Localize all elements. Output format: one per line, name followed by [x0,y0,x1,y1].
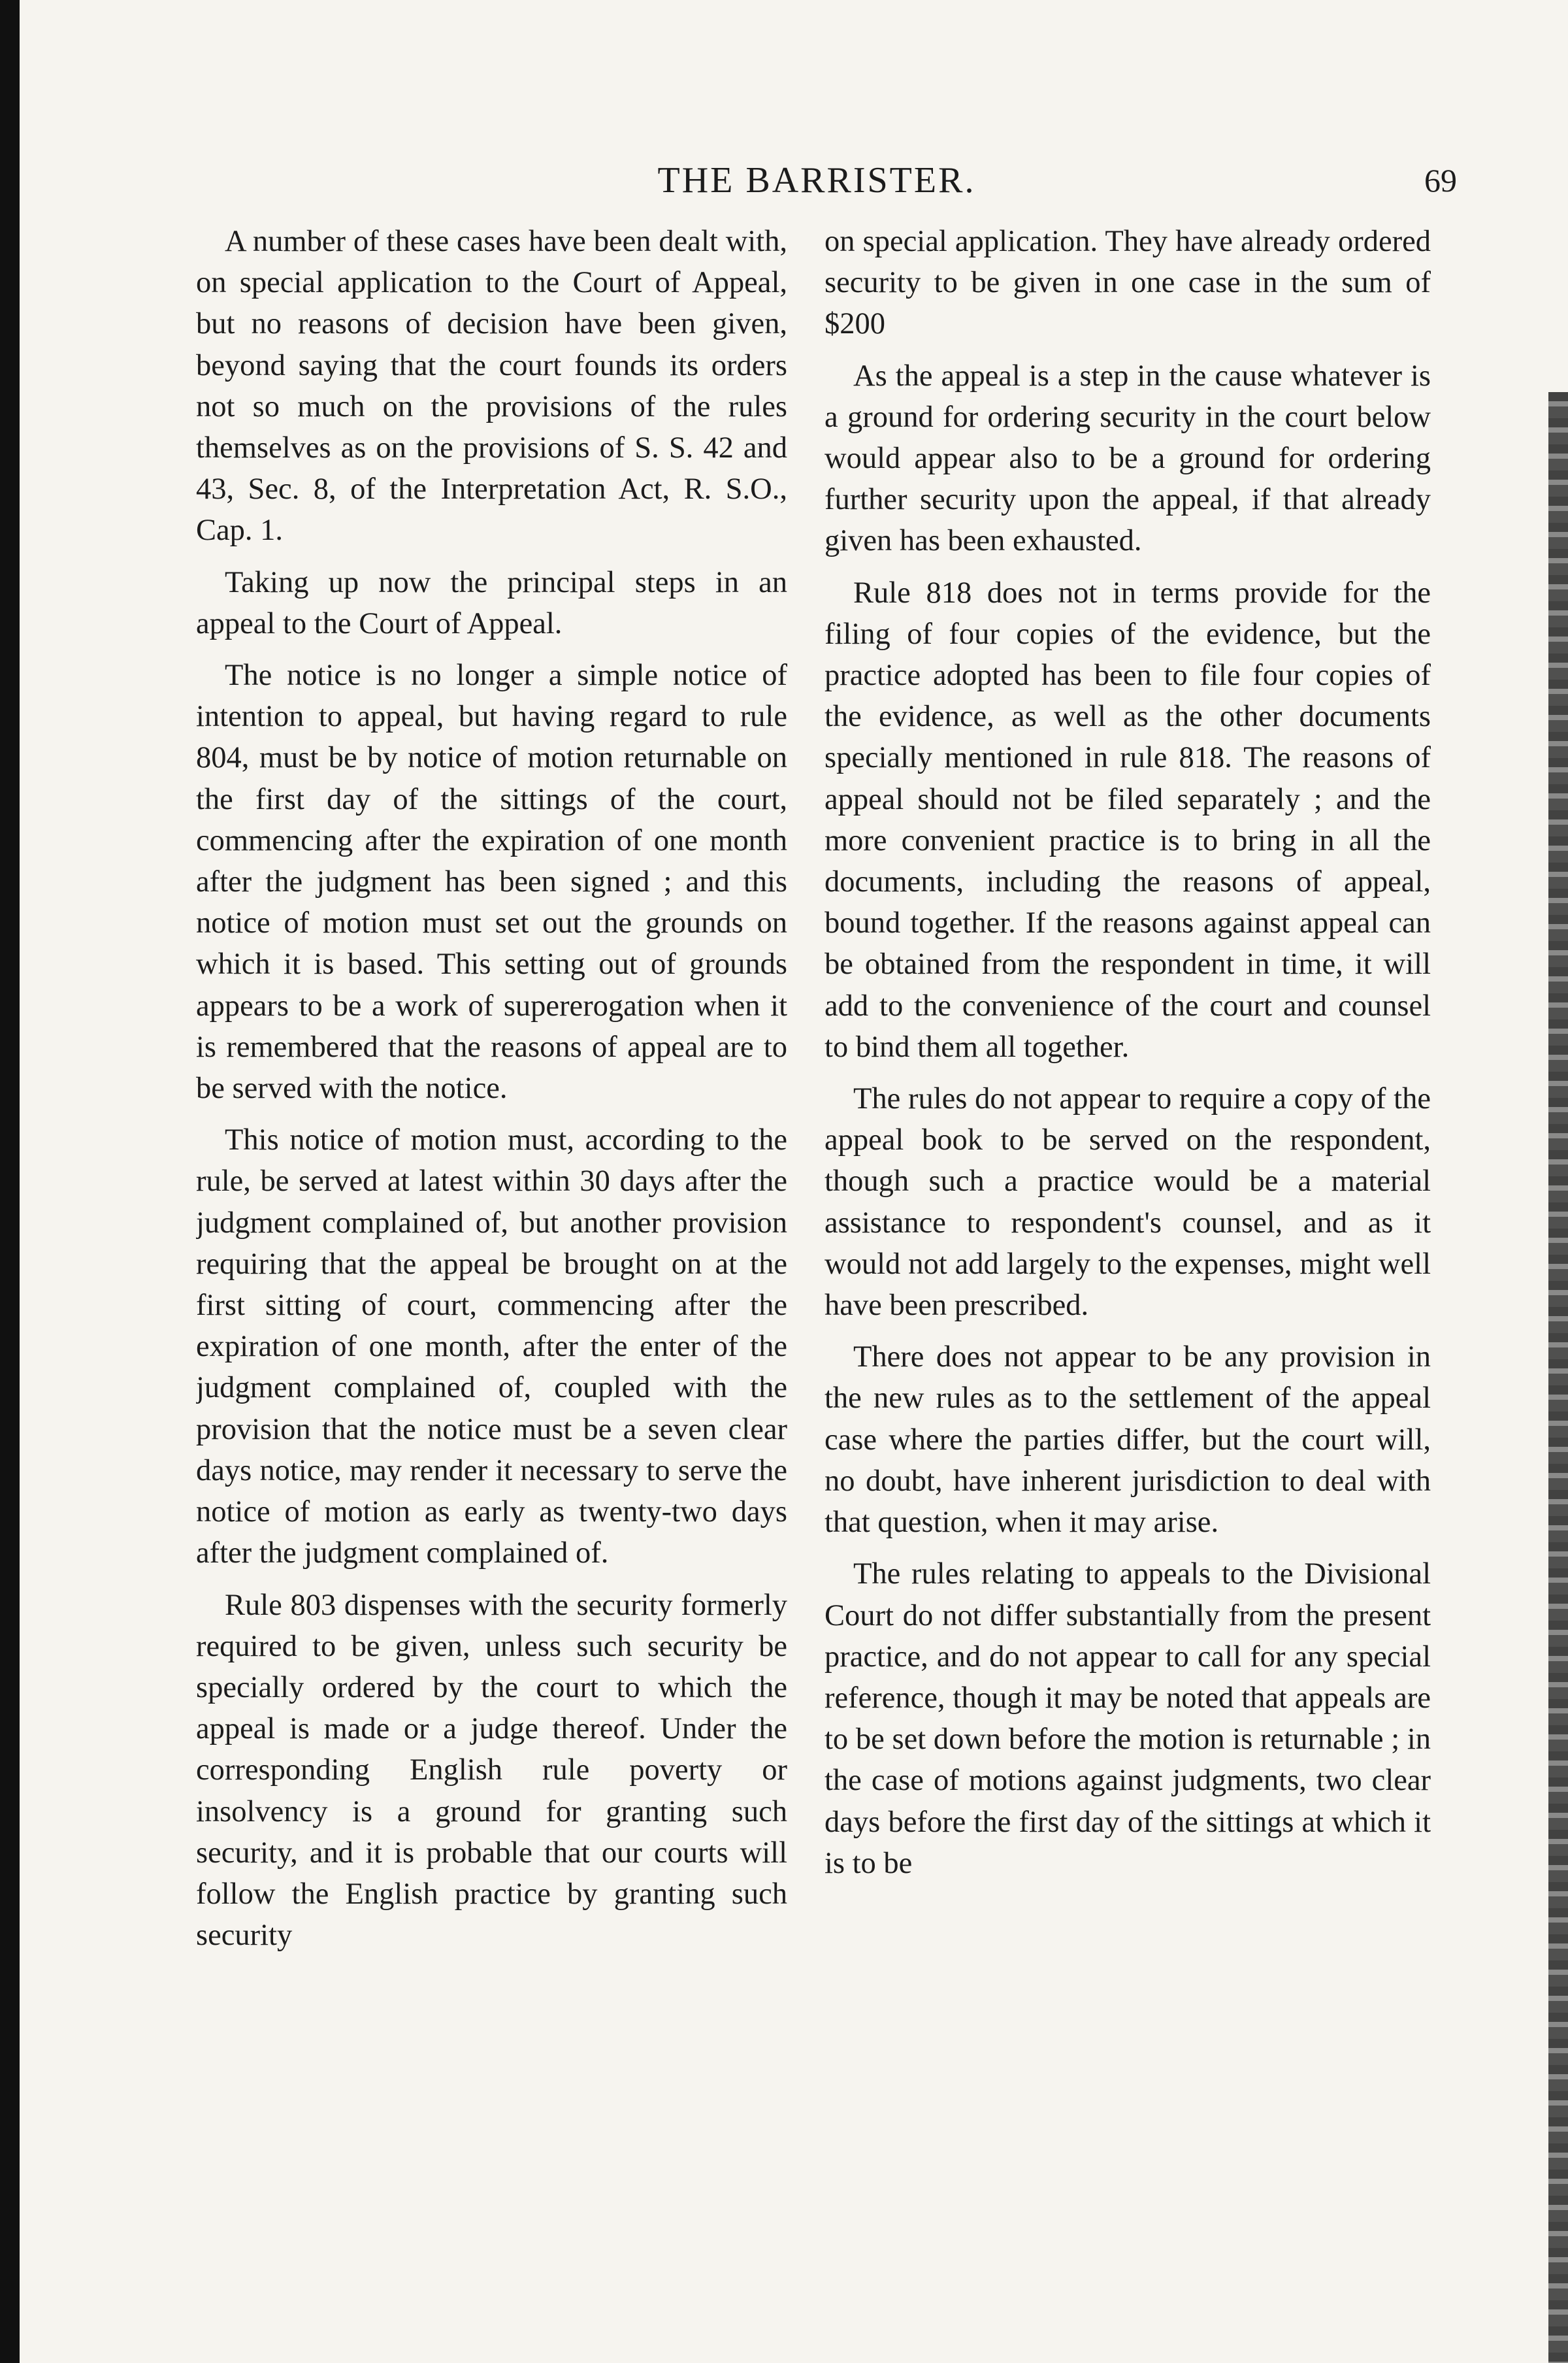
paragraph: The rules do not appear to require a copy of the appeal book to be served on the respondent, though such a practice would be a material assistance to respondent's counsel, and as it would not add largely to the expenses, might well have been prescribed. [825,1082,1431,1323]
paragraph: Rule 818 does not in terms provide for the filing of four copies of the evidence, but the practice adopted has been to file four copies of the evidence, as well as the other documents specially mentioned in rule 818. The reasons of appeal should not be filed separately ; and the more convenient practice is to bring in all the documents, including the reasons of appeal, bound together. If the reasons against appeal can be obtained from the respondent in time, it will add to the convenience of the court and counsel to bind them all together. [825,576,1431,1064]
right-column [825,221,1431,2273]
paragraph: This notice of motion must, according to the rule, be served at latest within 30 days after the judgment complained of, but another provision requiring that the appeal be brought on at the first sitting of court, commencing after the expiration of one month, after the enter of the judgment complained of, coupled with the provision that the notice must be a seven clear days notice, may render it necessary to serve the notice of motion as early as twenty-two days after the judgment complained of. [196,1123,787,1570]
paragraph: A number of these cases have been dealt with, on special application to the Court of Appeal, but no reasons of decision have been given, beyond saying that the court founds its orders not so much on the provisions of the rules themselves as on the provisions of S. S. 42 and 43, Sec. 8, of the Interpretation Act, R. S.O., Cap. 1. [196,225,787,548]
left-column [196,221,787,2273]
scan-binding-edge [0,0,20,2363]
paragraph: Rule 803 dispenses with the security formerly required to be given, unless such security be specially ordered by the court to which the appeal is made or a judge thereof. Under the corresponding English rule poverty or insolvency is a ground for granting such security, and it is probable that our courts will follow the English practice by granting such security [196,1588,787,1953]
running-title: THE BARRISTER. [657,160,976,201]
page-number: 69 [1424,162,1457,199]
paragraph: Taking up now the principal steps in an appeal to the Court of Appeal. [196,565,787,640]
paragraph: The rules relating to appeals to the Divisional Court do not differ substantially from the present practice, and do not appear to call for any special reference, though it may be noted that appeals are to be set down before the motion is returnable ; in the case of motions against judgments, two clear days before the first day of the sittings at which it is to be [825,1557,1431,1880]
page-header [176,154,1457,207]
scan-page-edge [1548,392,1568,2363]
paragraph: The notice is no longer a simple notice of intention to appeal, but having regard to rule 804, must be by notice of motion returnable on the first day of the sittings of the court, commencing after the expiration of one month after the judgment has been signed ; and this notice of motion must set out the grounds on which it is based. This setting out of grounds appears to be a work of supererogation when it is remembered that the reasons of appeal are to be served with the notice. [196,659,787,1106]
paragraph-continued: on special application. They have already ordered security to be given in one case in the sum of $200 [825,225,1431,341]
paragraph: As the appeal is a step in the cause whatever is a ground for ordering security in the court below would appear also to be a ground for ordering further security upon the appeal, if that already given has been exhausted. [825,359,1431,558]
paragraph: There does not appear to be any provision in the new rules as to the settlement of the appeal case where the parties differ, but the court will, no doubt, have inherent jurisdiction to deal with that question, when it may arise. [825,1340,1431,1540]
